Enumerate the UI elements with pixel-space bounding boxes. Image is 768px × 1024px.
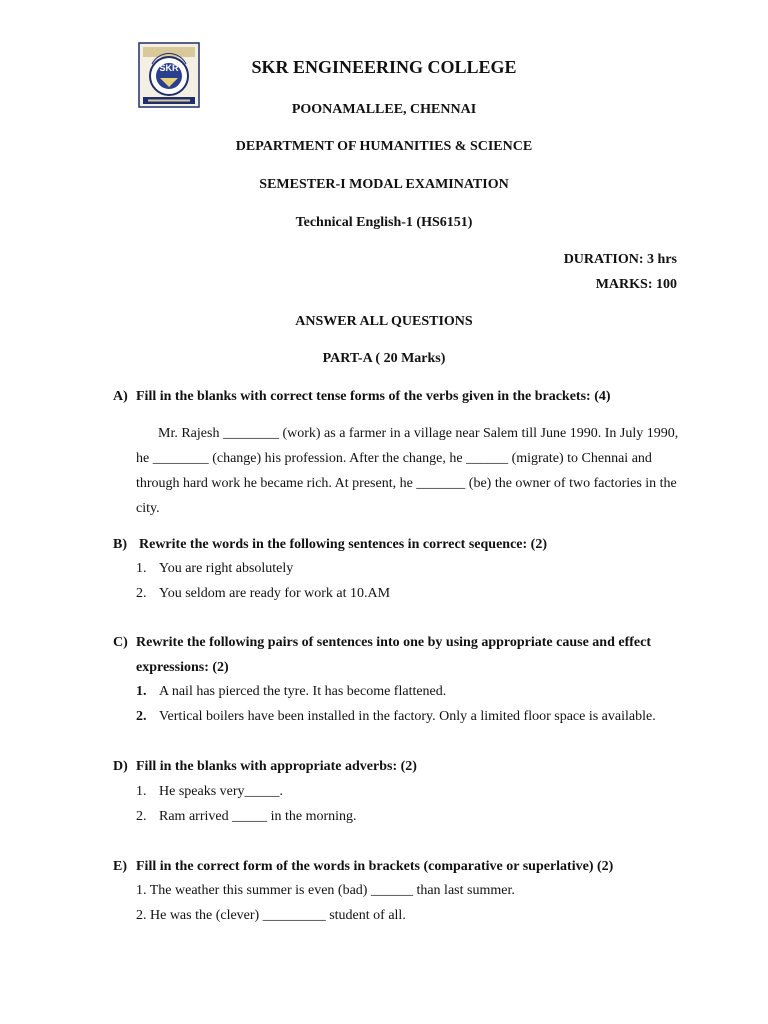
question-c-item	[136, 684, 446, 700]
college-location: POONAMALLEE, CHENNAI	[291, 102, 477, 117]
question-c-heading: Rewrite the following pairs of sentences into one by using appropriate cause and effect	[136, 635, 651, 650]
question-c-item	[136, 709, 656, 725]
paragraph-line: he ________ (change) his profession. After the change, he ______ (migrate) to Chennai and	[136, 451, 652, 466]
question-b-label: B)	[113, 537, 127, 552]
question-d-heading: Fill in the blanks with appropriate adverbs: (2)	[136, 759, 417, 774]
question-a-heading: Fill in the blanks with correct tense forms of the verbs given in the brackets: (4)	[136, 389, 611, 404]
question-b-item	[136, 586, 390, 602]
item-number: 2.	[136, 709, 147, 724]
question-e-label: E)	[113, 859, 127, 874]
item-text: You are right absolutely	[159, 561, 294, 576]
question-d-label: D)	[113, 759, 128, 774]
question-e-heading: Fill in the correct form of the words in brackets (comparative or superlative) (2)	[136, 859, 614, 874]
question-e-item: 2. He was the (clever) _________ student of all.	[136, 908, 406, 923]
logo-text: SKR	[159, 63, 179, 73]
item-number: 2.	[136, 809, 147, 824]
part-heading: PART-A ( 20 Marks)	[322, 351, 446, 366]
department-name: DEPARTMENT OF HUMANITIES & SCIENCE	[235, 139, 533, 154]
question-c-heading-cont: expressions: (2)	[136, 660, 229, 675]
paragraph-line-text: Mr. Rajesh ________ (work) as a farmer in a village near Salem till June 1990. In July 1990,	[158, 426, 679, 441]
question-c-label: C)	[113, 635, 128, 650]
college-name: SKR ENGINEERING COLLEGE	[251, 57, 517, 77]
question-b-heading: Rewrite the words in the following sentences in correct sequence: (2)	[139, 537, 547, 552]
question-a-paragraph	[136, 421, 681, 521]
duration-label: DURATION: 3 hrs	[563, 252, 677, 267]
instructions: ANSWER ALL QUESTIONS	[295, 314, 473, 329]
question-d-item	[136, 784, 283, 800]
subject-name: Technical English-1 (HS6151)	[295, 215, 473, 230]
question-b-item	[136, 561, 293, 577]
item-text: He speaks very_____.	[159, 784, 284, 799]
marks-label: MARKS: 100	[595, 277, 677, 292]
item-number: 1.	[136, 684, 147, 699]
item-number: 1.	[136, 561, 147, 576]
question-a-label: A)	[113, 389, 128, 404]
paragraph-line: through hard work he became rich. At present, he _______ (be) the owner of two factories in the	[136, 476, 677, 491]
item-text: Ram arrived _____ in the morning.	[159, 809, 357, 824]
question-e-item: 1. The weather this summer is even (bad) ______ than last summer.	[136, 883, 515, 898]
item-number: 1.	[136, 784, 147, 799]
paragraph-line	[136, 421, 681, 446]
exam-name: SEMESTER-I MODAL EXAMINATION	[259, 177, 509, 192]
item-text: Vertical boilers have been installed in the factory. Only a limited floor space is available.	[159, 709, 656, 724]
paragraph-line: city.	[136, 501, 160, 516]
item-text: You seldom are ready for work at 10.AM	[159, 586, 391, 601]
item-text: A nail has pierced the tyre. It has become flattened.	[159, 684, 447, 699]
question-d-item	[136, 809, 357, 825]
item-number: 2.	[136, 586, 147, 601]
